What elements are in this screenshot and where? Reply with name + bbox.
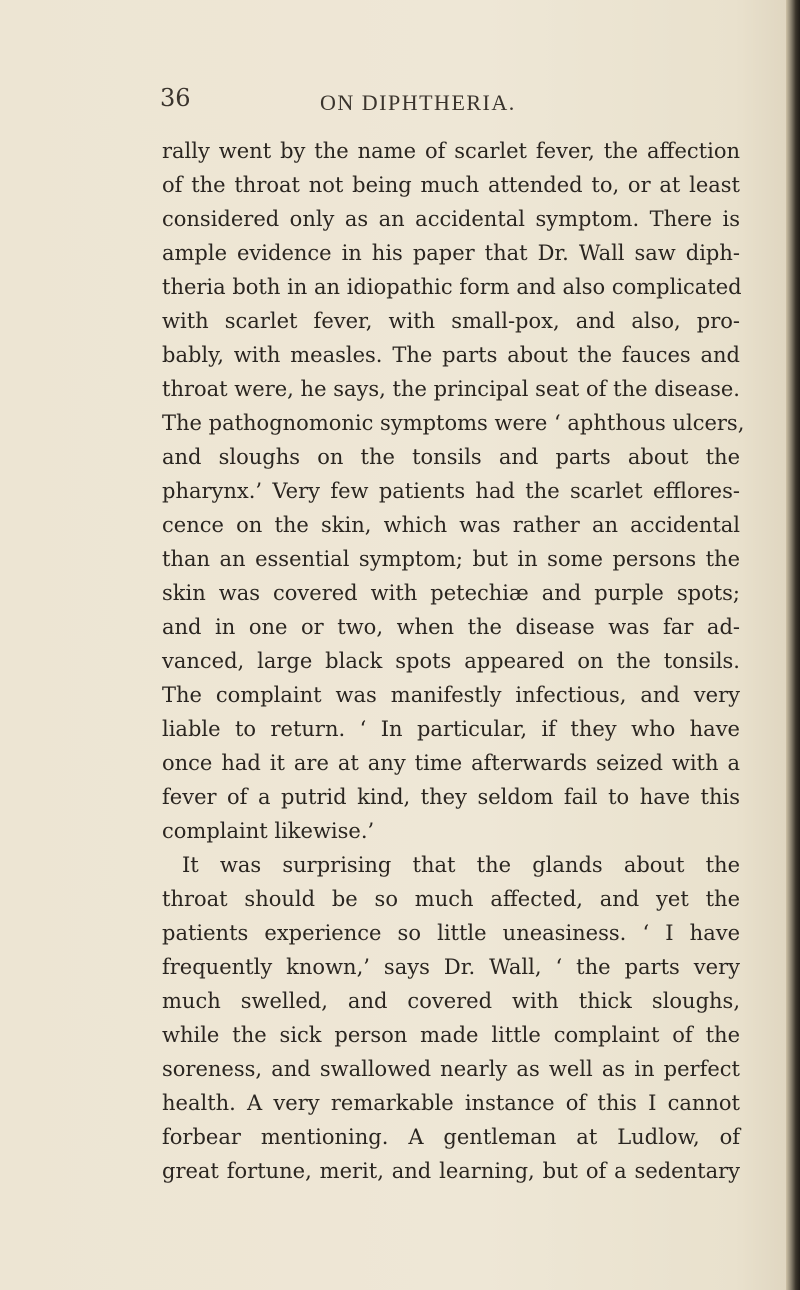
text-line: ample evidence in his paper that Dr. Wall saw diph- [162,241,740,265]
text-line: The pathognomonic symptoms were ‘ aphthous ulcers, [162,411,745,435]
text-line: The complaint was manifestly infectious, and very [162,683,740,707]
text-line: much swelled, and covered with thick sloughs, [162,989,740,1013]
text-line: once had it are at any time afterwards seized with a [162,751,740,775]
page-header [160,84,720,124]
text-line: while the sick person made little complaint of the [162,1023,740,1047]
text-line: cence on the skin, which was rather an accidental [162,513,740,537]
text-line: great fortune, merit, and learning, but of a sedentary [162,1159,740,1183]
text-line: health. A very remarkable instance of this I cannot [162,1091,740,1115]
body-text [162,134,745,1188]
book-gutter-edge [786,0,800,1290]
text-line: soreness, and swallowed nearly as well as in perfect [162,1057,740,1081]
running-head: ON DIPHTHERIA. [320,90,516,115]
text-line: liable to return. ‘ In particular, if they who have [162,717,740,741]
text-line: with scarlet fever, with small-pox, and also, pro- [162,309,740,333]
paragraph-start-line: It was surprising that the glands about the [182,853,740,877]
text-line: than an essential symptom; but in some persons the [162,547,740,571]
text-line: vanced, large black spots appeared on the tonsils. [162,649,740,673]
text-line: of the throat not being much attended to, or at least [162,173,740,197]
text-line: throat should be so much affected, and yet the [162,887,740,911]
paragraph-end-line: complaint likewise.’ [162,819,375,843]
page-number: 36 [160,84,191,112]
text-line: rally went by the name of scarlet fever, the affection [162,139,740,163]
text-line: theria both in an idiopathic form and also complicated [162,275,742,299]
text-line: forbear mentioning. A gentleman at Ludlow, of [162,1125,740,1149]
text-line: pharynx.’ Very few patients had the scarlet efflores- [162,479,740,503]
text-line: bably, with measles. The parts about the fauces and [162,343,740,367]
text-line: frequently known,’ says Dr. Wall, ‘ the parts very [162,955,740,979]
text-line: considered only as an accidental symptom. There is [162,207,740,231]
text-line: and in one or two, when the disease was far ad- [162,615,740,639]
text-line: throat were, he says, the principal seat of the disease. [162,377,740,401]
text-line: patients experience so little uneasiness. ‘ I have [162,921,740,945]
text-line: fever of a putrid kind, they seldom fail to have this [162,785,740,809]
text-line: and sloughs on the tonsils and parts about the [162,445,740,469]
text-line: skin was covered with petechiæ and purple spots; [162,581,740,605]
